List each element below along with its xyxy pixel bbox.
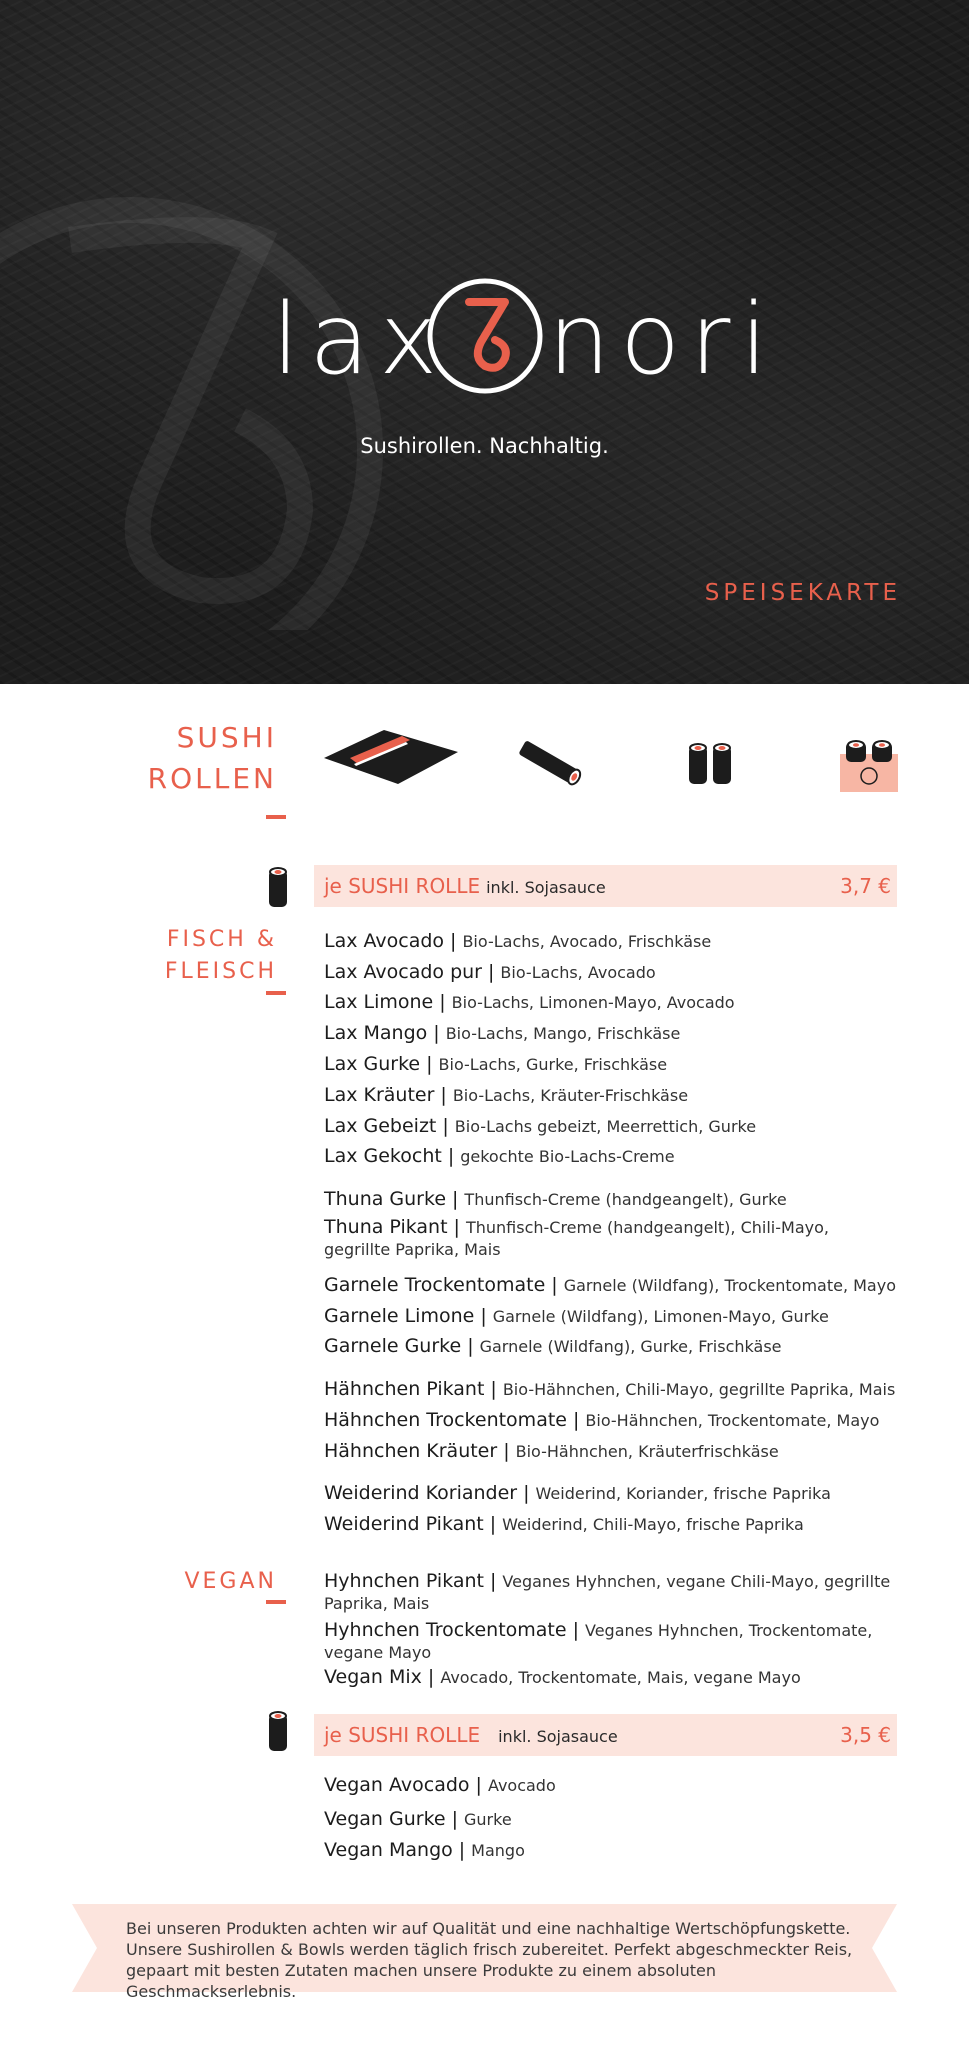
menu-item-separator: | (442, 1115, 449, 1137)
menu-item-description: Bio-Lachs, Mango, Frischkäse (445, 1024, 681, 1043)
menu-item-name: Vegan Avocado (324, 1774, 470, 1796)
section-title-line: ROLLEN (147, 761, 277, 795)
menu-item-separator: | (447, 1145, 455, 1167)
nori-sheet-icon (322, 728, 460, 788)
menu-item-description: Bio-Lachs, Avocado (500, 963, 656, 982)
sushi-roll-icon (514, 738, 586, 788)
section-title-line: FISCH & (166, 927, 277, 952)
menu-item (324, 1378, 899, 1401)
menu-item-description: Thunfisch-Creme (handgeangelt), Chili-Mayo, gegrillte Paprika, Mais (324, 1218, 829, 1259)
price-bar-vegan (314, 1714, 897, 1756)
menu-item (324, 1440, 899, 1463)
menu-item (324, 1335, 899, 1358)
menu-item-name: Lax Gurke (324, 1053, 421, 1075)
menu-item (324, 1115, 899, 1138)
menu-item-name: Vegan Gurke (324, 1808, 446, 1830)
menu-item-name: Garnele Gurke (324, 1335, 462, 1357)
menu-item-name: Garnele Trockentomate (324, 1274, 546, 1296)
brand-logo (0, 276, 969, 406)
takeaway-box-icon (838, 740, 902, 794)
menu-item-separator: | (427, 1666, 435, 1688)
menu-item (324, 1188, 899, 1211)
price-value: 3,7 € (840, 874, 891, 898)
menu-item-name: Vegan Mix (324, 1666, 422, 1688)
menu-item-description: Veganes Hyhnchen, vegane Chili-Mayo, gegrillte Paprika, Mais (324, 1572, 891, 1613)
menu-item-name: Hähnchen Trockentomate (324, 1409, 567, 1431)
menu-item-description: Veganes Hyhnchen, Trockentomate, vegane Mayo (324, 1621, 873, 1662)
menu-item (324, 1570, 899, 1615)
menu-item-separator: | (439, 991, 446, 1013)
menu-item-description: Garnele (Wildfang), Trockentomate, Mayo (563, 1276, 896, 1295)
menu-item-description: Weiderind, Koriander, frische Paprika (535, 1484, 831, 1503)
menu-item-description: Bio-Hähnchen, Kräuterfrischkäse (515, 1442, 779, 1461)
sushi-roll-small-icon (268, 866, 288, 908)
footer-line: gepaart mit besten Zutaten machen unsere Produkte zu einem absoluten Geschmackserlebnis. (126, 1961, 716, 2001)
price-label-sub: inkl. Sojasauce (486, 878, 606, 897)
menu-item (324, 1084, 899, 1107)
section-title-fisch-fleisch (165, 924, 277, 988)
price-label (324, 874, 606, 898)
section-title-line: SUSHI (176, 721, 277, 754)
menu-item-separator: | (572, 1409, 580, 1431)
menu-item-description: Bio-Lachs, Kräuter-Frischkäse (452, 1086, 689, 1105)
price-label-text: je SUSHI ROLLE (324, 874, 481, 898)
menu-item (324, 1216, 899, 1261)
menu-item (324, 1053, 899, 1076)
menu-item-description: Avocado (487, 1776, 556, 1795)
menu-item (324, 991, 899, 1014)
menu-item (324, 1482, 899, 1505)
menu-item (324, 1666, 899, 1689)
menu-item-separator: | (490, 1570, 497, 1592)
menu-item-name: Lax Mango (324, 1022, 428, 1044)
menu-item-separator: | (480, 1305, 487, 1327)
section-title-line: FLEISCH (164, 958, 277, 984)
menu-item-description: Bio-Hähnchen, Chili-Mayo, gegrillte Paprika, Mais (502, 1380, 896, 1399)
menu-item-name: Hyhnchen Trockentomate (324, 1619, 567, 1641)
section-title-line: VEGAN (184, 1569, 277, 1594)
menu-item-name: Garnele Limone (324, 1305, 475, 1327)
menu-item-name: Thuna Gurke (324, 1188, 447, 1210)
menu-item (324, 930, 899, 953)
menu-item-separator: | (453, 1216, 460, 1238)
menu-item-description: Bio-Lachs, Limonen-Mayo, Avocado (451, 993, 735, 1012)
menu-item-separator: | (490, 1378, 497, 1400)
sushi-pieces-icon (686, 740, 734, 788)
menu-item-separator: | (450, 930, 457, 952)
menu-item-name: Vegan Mango (324, 1839, 453, 1861)
price-label (324, 1723, 618, 1747)
menu-item-separator: | (488, 961, 495, 983)
sushi-roll-small-icon (268, 1710, 288, 1752)
menu-item-description: Bio-Lachs, Gurke, Frischkäse (438, 1055, 668, 1074)
menu-item-description: Weiderind, Chili-Mayo, frische Paprika (502, 1515, 804, 1534)
price-label-sub: inkl. Sojasauce (498, 1727, 618, 1746)
menu-item-name: Hähnchen Pikant (324, 1378, 485, 1400)
menu-item (324, 1274, 899, 1297)
menu-item-name: Weiderind Koriander (324, 1482, 518, 1504)
menu-item-separator: | (503, 1440, 510, 1462)
section-divider (266, 991, 286, 995)
menu-item-description: Bio-Lachs gebeizt, Meerrettich, Gurke (454, 1117, 757, 1136)
footer-line: Bei unseren Produkten achten wir auf Qualität und eine nachhaltige Wertschöpfungskette. (126, 1919, 851, 1938)
menu-item (324, 1513, 899, 1536)
footer-text (126, 1918, 856, 2002)
menu-item (324, 1145, 899, 1168)
hero-header (0, 0, 969, 684)
menu-item-name: Lax Gekocht (324, 1145, 442, 1167)
menu-item-description: Bio-Hähnchen, Trockentomate, Mayo (585, 1411, 880, 1430)
menu-item-separator: | (523, 1482, 530, 1504)
menu-item-separator: | (440, 1084, 447, 1106)
menu-item-description: Gurke (464, 1810, 512, 1829)
menu-item-name: Hähnchen Kräuter (324, 1440, 498, 1462)
menu-item (324, 1839, 899, 1862)
menu-item-description: Garnele (Wildfang), Limonen-Mayo, Gurke (492, 1307, 829, 1326)
menu-item (324, 1305, 899, 1328)
menu-item-separator: | (489, 1513, 497, 1535)
menu-item-description: Mango (471, 1841, 525, 1860)
menu-item-name: Lax Limone (324, 991, 434, 1013)
logo-word-nori: nori (548, 283, 778, 397)
menu-item (324, 1774, 899, 1797)
menu-item-description: Thunfisch-Creme (handgeangelt), Gurke (464, 1190, 787, 1209)
menu-item-separator: | (426, 1053, 433, 1075)
section-title-vegan (184, 1566, 277, 1598)
menu-item-description: Garnele (Wildfang), Gurke, Frischkäse (479, 1337, 782, 1356)
menu-item-name: Lax Avocado pur (324, 961, 482, 983)
menu-item-description: gekochte Bio-Lachs-Creme (460, 1147, 675, 1166)
price-label-text: je SUSHI ROLLE (324, 1723, 481, 1747)
menu-item-separator: | (458, 1839, 466, 1861)
ampersand-logo-icon (425, 276, 545, 396)
menu-item-name: Lax Gebeizt (324, 1115, 437, 1137)
menu-item-separator: | (467, 1335, 474, 1357)
menu-item-description: Bio-Lachs, Avocado, Frischkäse (462, 932, 712, 951)
menu-item-separator: | (551, 1274, 558, 1296)
menu-item-name: Thuna Pikant (324, 1216, 448, 1238)
menu-item (324, 1022, 899, 1045)
menu-item (324, 1619, 899, 1664)
logo-word-lax: lax (272, 283, 448, 397)
menu-item (324, 1409, 899, 1432)
menu-item-name: Hyhnchen Pikant (324, 1570, 484, 1592)
section-divider (266, 1600, 286, 1604)
menu-item-name: Weiderind Pikant (324, 1513, 484, 1535)
menu-label: SPEISEKARTE (704, 580, 901, 606)
section-divider (266, 815, 286, 819)
menu-item-separator: | (475, 1774, 482, 1796)
menu-item (324, 1808, 899, 1831)
menu-item-separator: | (451, 1808, 458, 1830)
menu-item-separator: | (452, 1188, 459, 1210)
price-value: 3,5 € (840, 1723, 891, 1747)
menu-item-description: Avocado, Trockentomate, Mais, vegane Mayo (440, 1668, 801, 1687)
menu-item-separator: | (433, 1022, 440, 1044)
menu-item-name: Lax Avocado (324, 930, 445, 952)
menu-item-name: Lax Kräuter (324, 1084, 435, 1106)
menu-item-separator: | (572, 1619, 579, 1641)
footer-line: Unsere Sushirollen & Bowls werden täglich frisch zubereitet. Perfekt abgeschmeckter Reis, (126, 1940, 853, 1959)
section-title-sushi-rollen (148, 718, 277, 799)
menu-item (324, 961, 899, 984)
tagline: Sushirollen. Nachhaltig. (360, 434, 609, 458)
price-bar-fisch (314, 865, 897, 907)
